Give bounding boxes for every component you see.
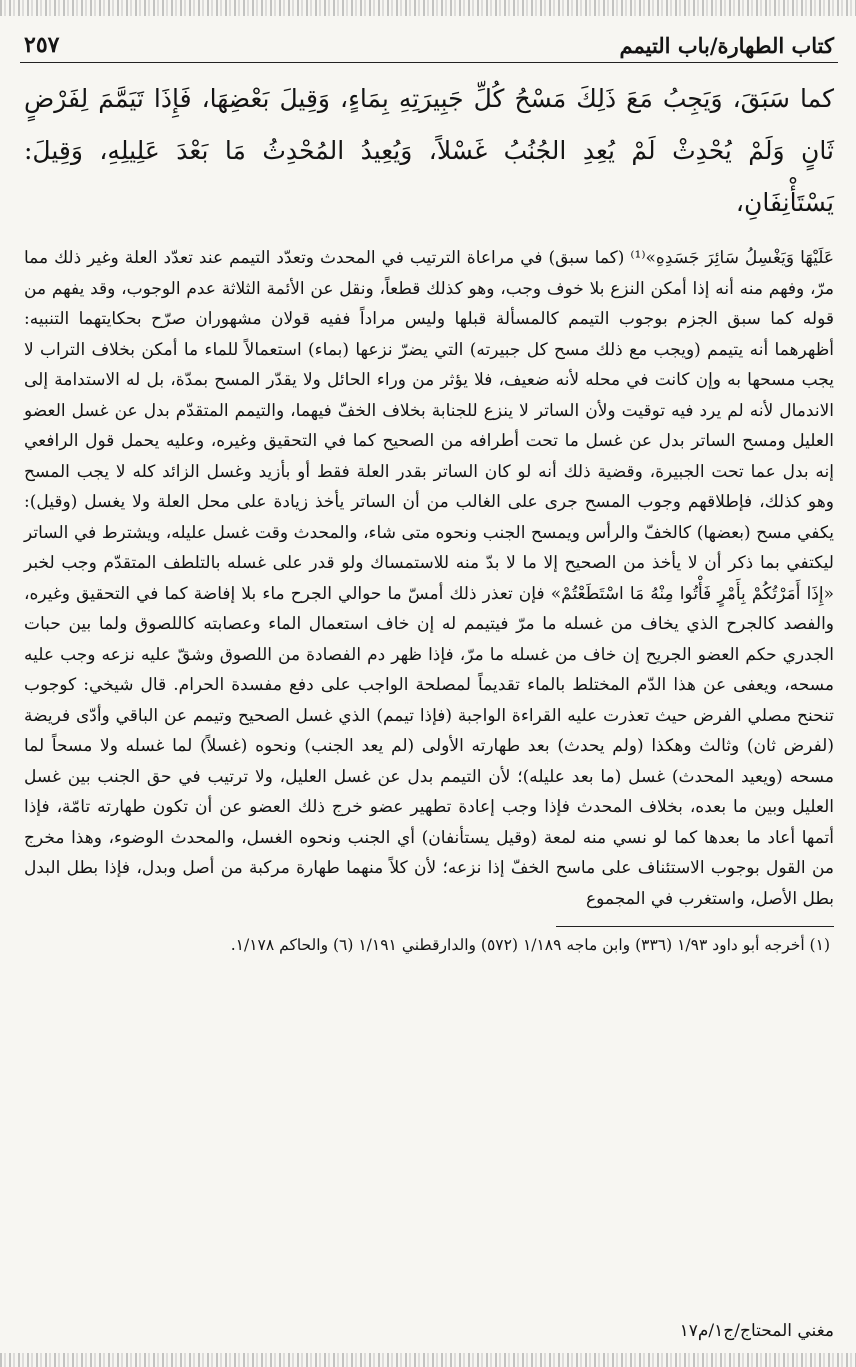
page-number: ٢٥٧ bbox=[24, 32, 60, 58]
running-header bbox=[20, 18, 838, 63]
signature-line: مغني المحتاج/ج١/م١٧ bbox=[679, 1321, 834, 1341]
book-page bbox=[20, 18, 838, 1351]
matn-text: كما سَبَقَ، وَيَجِبُ مَعَ ذَلِكَ مَسْحُ كُلِّ جَبِيرَتِهِ بِمَاءٍ، وَقِيلَ بَعْضِهَا، فَإِذَا تَيَمَّمَ لِفَرْضٍ ثَانٍ وَلَمْ يُحْدِثْ لَمْ يُعِدِ الجُنُبُ غَسْلاً، وَيُعِيدُ المُحْدِثُ مَا بَعْدَ عَلِيلِهِ، وَقِيلَ: يَسْتَأْنِفَانِ، bbox=[24, 84, 834, 217]
bottom-border-ornament bbox=[0, 1353, 856, 1367]
commentary-text bbox=[20, 243, 838, 914]
header-title: كتاب الطهارة/باب التيمم bbox=[619, 33, 834, 58]
top-border-ornament bbox=[0, 0, 856, 16]
commentary-paragraph: عَلَيْهَا وَيَغْسِلُ سَائِرَ جَسَدِهِ»⁽¹⁾ (كما سبق) في مراعاة الترتيب في المحدث وتعدّد التيمم عند تعدّد العلة وغير ذلك مما مرّ، وفهم منه أنه إذا أمكن النزع بلا خوف وجب، وهو كذلك قطعاً، ونقل عن الأئمة الثلاثة عدم الوجوب، وقد يفهم من قوله كما سبق الجزم بوجوب التيمم كالمسألة قبلها وليس مراداً ففيه قولان مشهوران صرّح بحكايتهما التنبيه: أظهرهما أنه يتيمم (ويجب مع ذلك مسح كل جبيرته) التي يضرّ نزعها (بماء) استعمالاً للماء ما أمكن بخلاف التراب لا يجب مسحها به وإن كانت في محله لأنه ضعيف، فلا يؤثر من وراء الحائل ولا يقدّر المسح بمدّة، بل له الاستدامة إلى الاندمال لأنه لم يرد فيه توقيت ولأن الساتر لا ينزع للجنابة بخلاف الخفّ فيهما، والتيمم المتقدّم بدل عن غسل العضو العليل ومسح الساتر بدل عن غسل ما تحت أطرافه من الصحيح كما في التحقيق وغيره، وعليه يحمل قول الرافعي إنه بدل عما تحت الجبيرة، وقضية ذلك أنه لو كان الساتر بقدر العلة فقط أو بأزيد وغسل الزائد كله لا يجب المسح وهو كذلك، فإطلاقهم وجوب المسح جرى على الغالب من أن الساتر يأخذ زيادة على محل العلة ولا يغسل (وقيل): يكفي مسح (بعضها) كالخفّ والرأس ويمسح الجنب ونحوه متى شاء، والمحدث وقت غسل عليله، ويشترط في الساتر ليكتفي بما ذكر أن لا يأخذ من الصحيح إلا ما لا بدّ منه للاستمساك ولو قدر على غسله بالتلطف المتقدّم وجب لخبر «إِذَا أَمَرْتُكُمْ بِأَمْرٍ فَأْتُوا مِنْهُ مَا اسْتَطَعْتُمْ» فإن تعذر ذلك أمسّ ما حوالي الجرح ماء بلا إفاضة كما في التحقيق وغيره، والفصد كالجرح الذي يخاف من غسله ما مرّ فيتيمم له إن خاف استعمال الماء وعصابته كاللصوق ولما بين حبات الجدري حكم العضو الجريح إن خاف من غسله ما مرّ، فإذا ظهر دم الفصادة من اللصوق وشقّ عليه نزعه وجب عليه مسحه، ويعفى عن هذا الدّم المختلط بالماء تقديماً لمصلحة الواجب على دفع مفسدة الحرام. قال شيخي: كوجوب تنحنح مصلي الفرض حيث تعذرت عليه القراءة الواجبة (فإذا تيمم) الذي غسل الصحيح وتيمم عن الباقي وأدّى فريضة (لفرض ثان) وثالث وهكذا (ولم يحدث) بعد طهارته الأولى (لم يعد الجنب) ونحوه (غسلاً) لما غسله ولا مسحاً لما مسحه (ويعيد المحدث) غسل (ما بعد عليله)؛ لأن التيمم بدل عن غسل العليل، ولا ترتيب في حق الجنب بين غسل العليل وبين ما بعده، بخلاف المحدث فإذا وجب إعادة تطهير عضو خرج ذلك العضو عن أن تكون طهارته تامّة، فإذا أتمها أعاد ما بعدها كما لو نسي منه لمعة (وقيل يستأنفان) أي الجنب ونحوه الغسل، والمحدث الوضوء، وهذا مخرج من القول بوجوب الاستئناف على ماسح الخفّ إذا نزعه؛ لأن كلاً منهما طهارة مركبة من أصل وبدل، فإذا بطل البدل بطل الأصل، واستغرب في المجموع bbox=[24, 248, 834, 909]
footnote: (١) أخرجه أبو داود ١/٩٣ (٣٣٦) وابن ماجه ١/١٨٩ (٥٧٢) والدارقطني ١/١٩١ (٦) والحاكم ١/١٧٨. bbox=[230, 936, 830, 954]
